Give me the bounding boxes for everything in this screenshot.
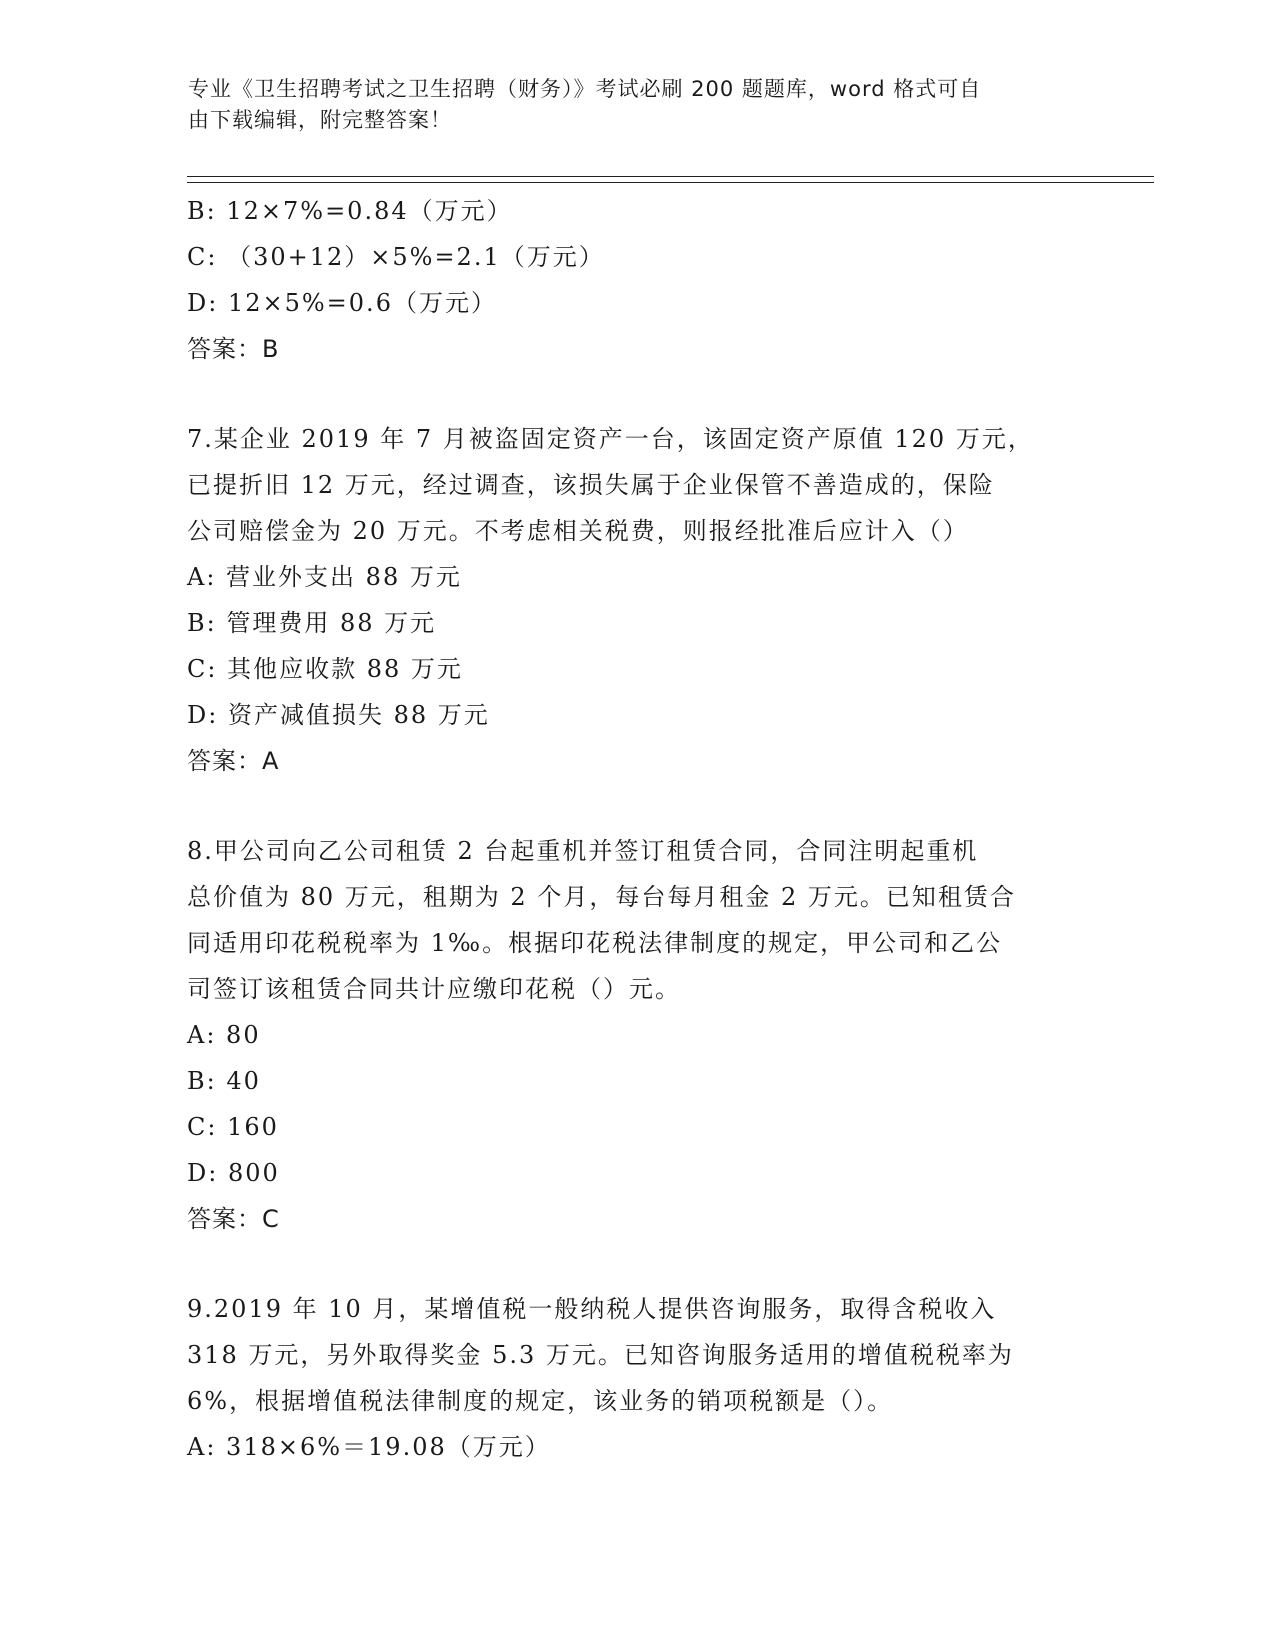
spacer	[187, 1242, 1087, 1286]
question-9	[187, 1286, 1087, 1470]
answer-line: 答案：B	[187, 335, 280, 363]
header-line-2: 由下载编辑，附完整答案！	[188, 108, 452, 132]
header-divider-bottom	[187, 182, 1154, 183]
option-b: B: 40	[187, 1067, 261, 1095]
document-header	[188, 74, 1068, 136]
question-stem-line: 同适用印花税税率为 1‰。根据印花税法律制度的规定，甲公司和乙公	[187, 929, 1003, 957]
question-stem-line: 司签订该租赁合同共计应缴印花税（）元。	[187, 975, 681, 1003]
question-6-tail	[187, 188, 1087, 372]
header-line-1: 专业《卫生招聘考试之卫生招聘（财务）》考试必刷 200 题题库，word 格式可自	[188, 77, 982, 101]
option-b: B: 12×7%=0.84（万元）	[187, 197, 513, 225]
question-stem-line: 8.甲公司向乙公司租赁 2 台起重机并签订租赁合同，合同注明起重机	[187, 837, 979, 865]
question-7	[187, 416, 1087, 784]
question-8	[187, 828, 1087, 1242]
question-stem-line: 总价值为 80 万元，租期为 2 个月，每台每月租金 2 万元。已知租赁合	[187, 883, 1016, 911]
option-a: A: 80	[187, 1021, 261, 1049]
question-stem-line: 6%，根据增值税法律制度的规定，该业务的销项税额是（）。	[187, 1387, 894, 1415]
option-d: D: 800	[187, 1159, 280, 1187]
header-divider-top	[187, 176, 1154, 177]
option-d: D: 12×5%=0.6（万元）	[187, 289, 497, 317]
question-stem-line: 已提折旧 12 万元，经过调查，该损失属于企业保管不善造成的，保险	[187, 471, 995, 499]
spacer	[187, 372, 1087, 416]
option-c: C: 其他应收款 88 万元	[187, 655, 463, 683]
option-d: D: 资产减值损失 88 万元	[187, 701, 490, 729]
question-stem-line: 318 万元，另外取得奖金 5.3 万元。已知咨询服务适用的增值税税率为	[187, 1341, 1014, 1369]
answer-line: 答案：C	[187, 1205, 280, 1233]
option-c: C: 160	[187, 1113, 279, 1141]
option-a: A: 营业外支出 88 万元	[187, 563, 462, 591]
spacer	[187, 784, 1087, 828]
option-c: C: （30+12）×5%=2.1（万元）	[187, 243, 605, 271]
answer-line: 答案：A	[187, 747, 280, 775]
question-stem-line: 公司赔偿金为 20 万元。不考虑相关税费，则报经批准后应计入（）	[187, 517, 969, 545]
question-stem-line: 7.某企业 2019 年 7 月被盗固定资产一台，该固定资产原值 120 万元，	[187, 425, 1034, 453]
question-stem-line: 9.2019 年 10 月，某增值税一般纳税人提供咨询服务，取得含税收入	[187, 1295, 997, 1323]
option-a: A: 318×6%＝19.08（万元）	[187, 1433, 551, 1461]
option-b: B: 管理费用 88 万元	[187, 609, 437, 637]
question-content	[187, 188, 1087, 1470]
